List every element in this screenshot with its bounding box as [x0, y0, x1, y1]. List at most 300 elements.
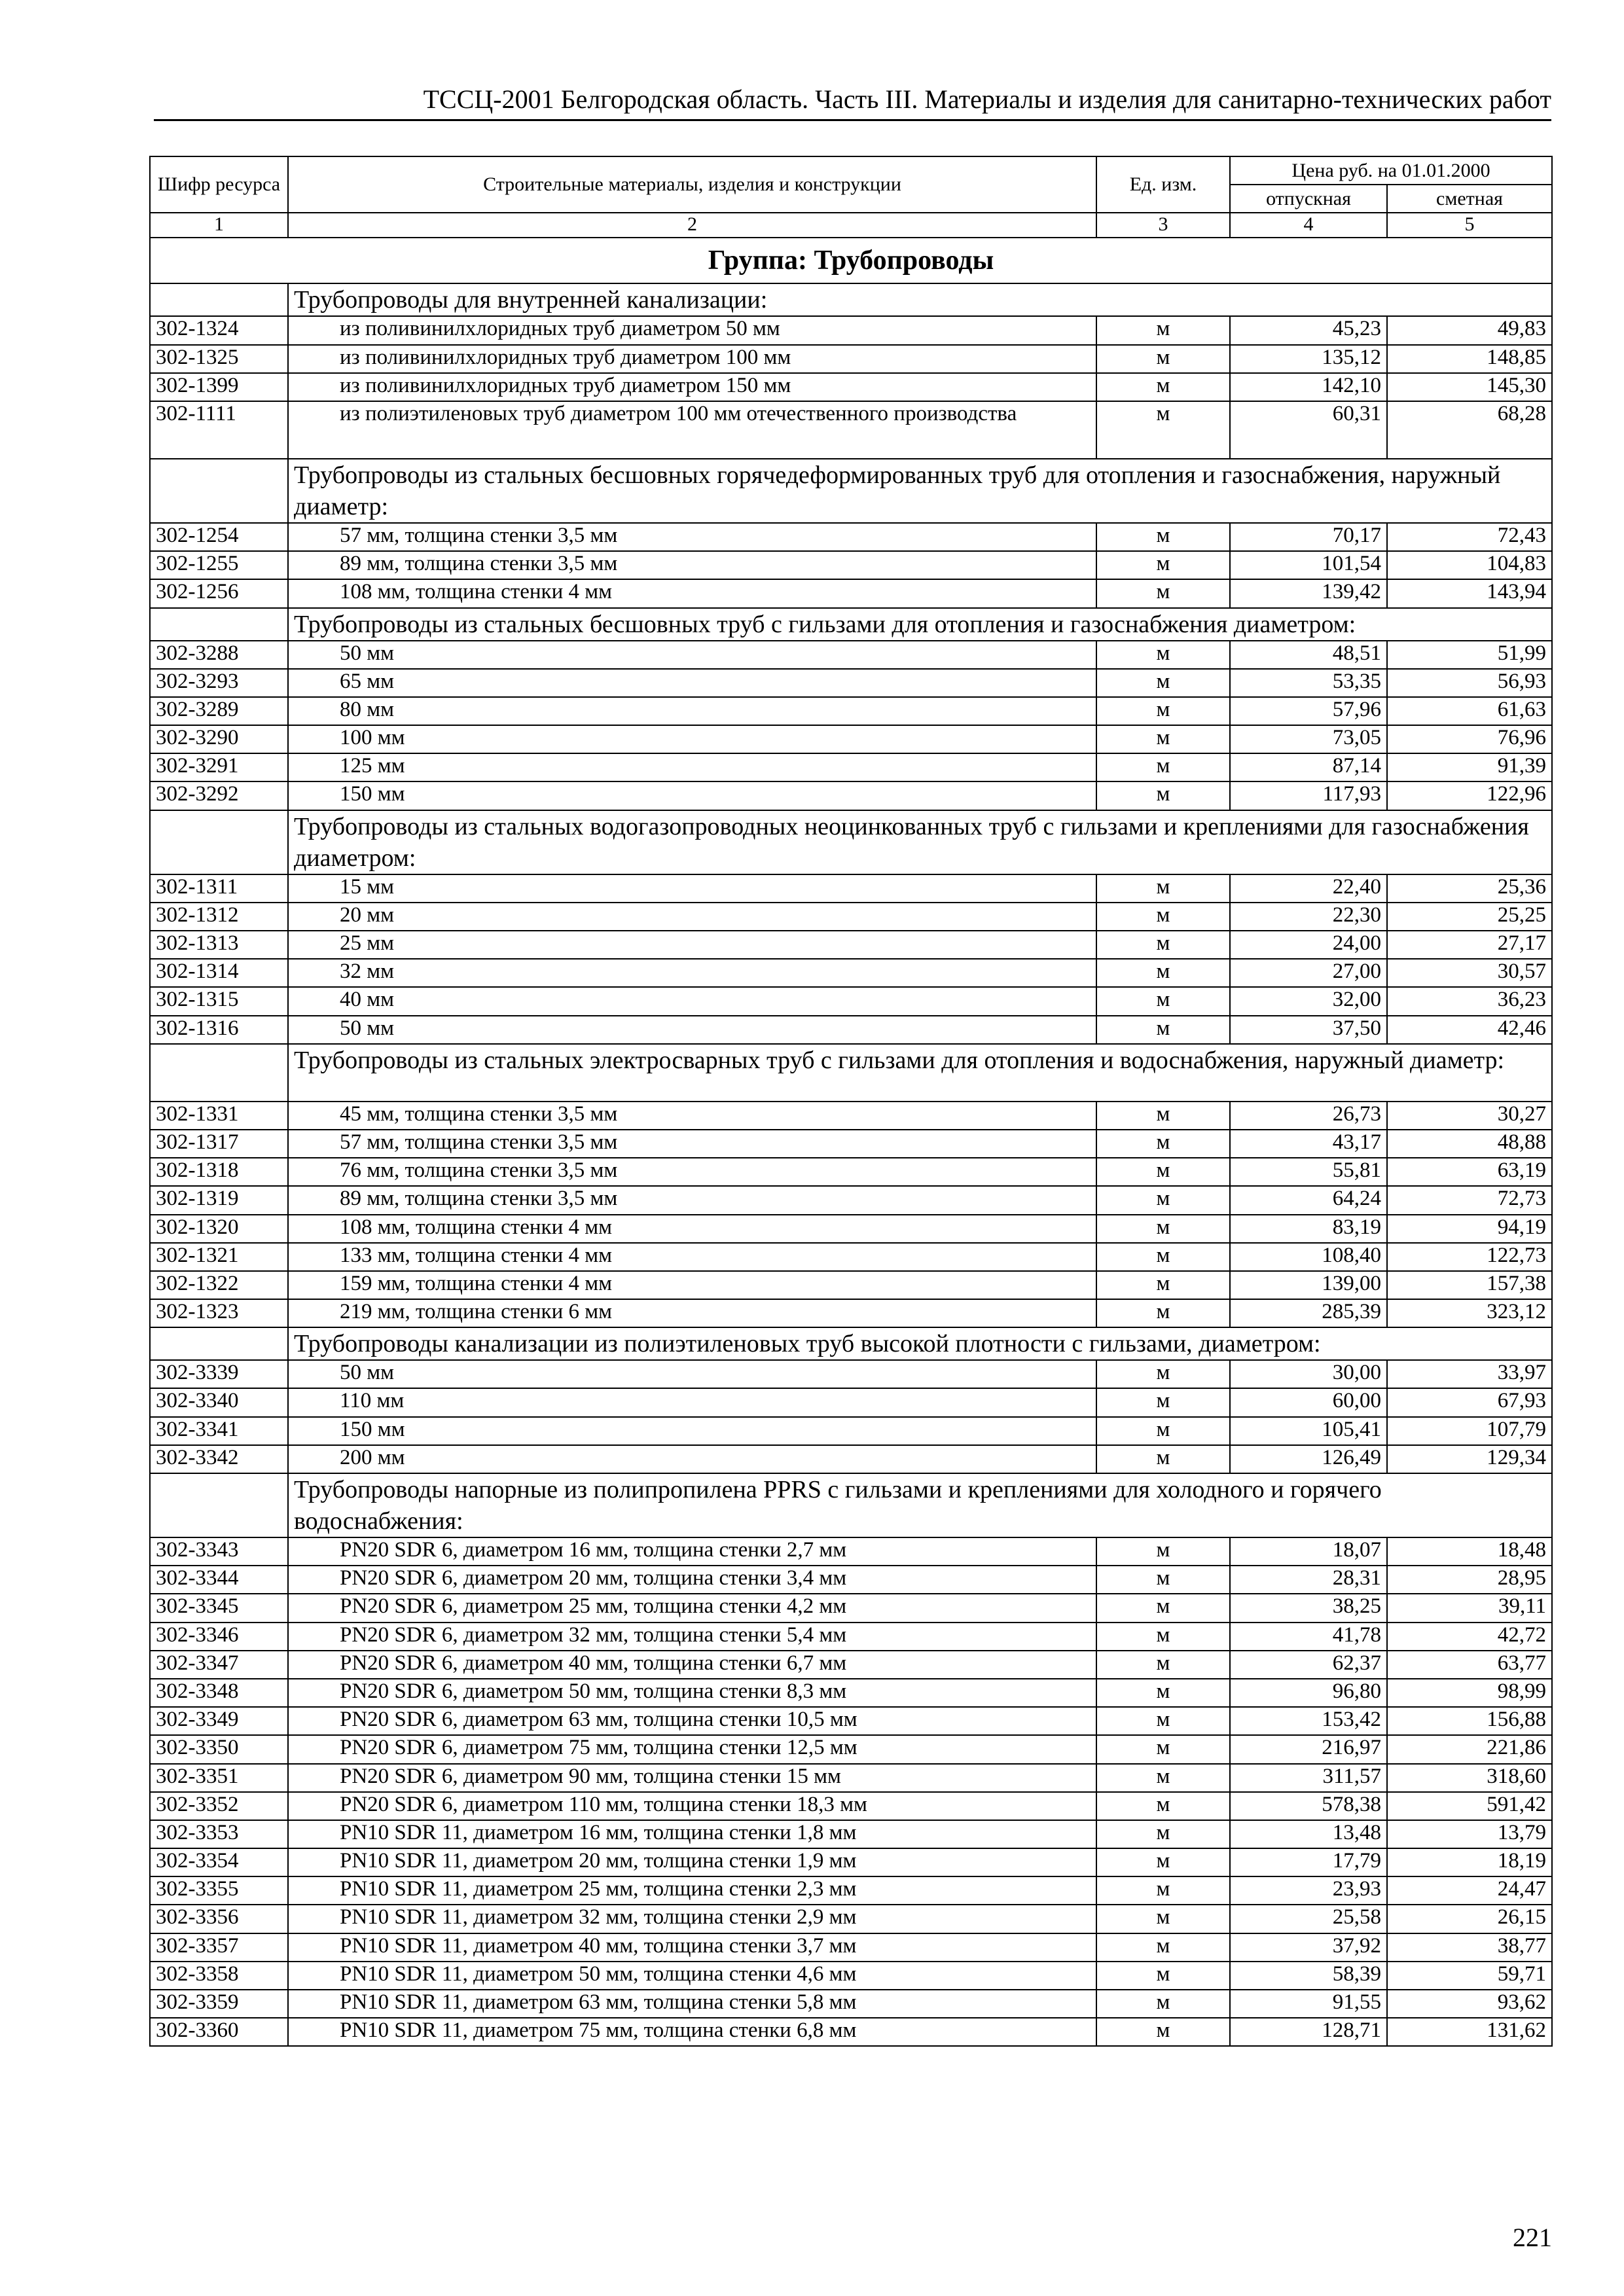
- cell-estimate-price: 156,88: [1387, 1707, 1552, 1735]
- cell-release-price: 101,54: [1230, 551, 1387, 579]
- header-unit: Ед. изм.: [1096, 156, 1230, 213]
- cell-name: PN20 SDR 6, диаметром 40 мм, толщина стенки 6,7 мм: [288, 1651, 1096, 1679]
- section-row: [150, 1044, 1552, 1102]
- table-row: [150, 1388, 1552, 1416]
- table-row: [150, 1876, 1552, 1905]
- cell-code: 302-1321: [150, 1243, 288, 1271]
- cell-estimate-price: 318,60: [1387, 1764, 1552, 1792]
- section-title: Трубопроводы из стальных водогазопроводных неоцинкованных труб с гильзами и креплениями для газоснабжения диаметром:: [288, 810, 1552, 874]
- cell-estimate-price: 30,27: [1387, 1102, 1552, 1130]
- cell-code: 302-3357: [150, 1933, 288, 1962]
- cell-unit: м: [1096, 1566, 1230, 1594]
- cell-code: 302-1320: [150, 1215, 288, 1243]
- cell-release-price: 22,30: [1230, 903, 1387, 931]
- cell-release-price: 26,73: [1230, 1102, 1387, 1130]
- cell-release-price: 13,48: [1230, 1820, 1387, 1848]
- cell-estimate-price: 25,36: [1387, 874, 1552, 903]
- table-row: [150, 1299, 1552, 1327]
- cell-code: 302-1399: [150, 373, 288, 401]
- cell-name: 65 мм: [288, 669, 1096, 697]
- cell-name: PN20 SDR 6, диаметром 75 мм, толщина стенки 12,5 мм: [288, 1735, 1096, 1763]
- cell-name: 15 мм: [288, 874, 1096, 903]
- cell-estimate-price: 72,43: [1387, 523, 1552, 551]
- cell-code: 302-3355: [150, 1876, 288, 1905]
- cell-name: из полиэтиленовых труб диаметром 100 мм отечественного производства: [288, 401, 1096, 459]
- column-number: 5: [1387, 213, 1552, 238]
- cell-code: 302-3293: [150, 669, 288, 697]
- cell-unit: м: [1096, 345, 1230, 373]
- table-row: [150, 1445, 1552, 1473]
- section-code-cell: [150, 1327, 288, 1360]
- cell-release-price: 139,00: [1230, 1271, 1387, 1299]
- cell-code: 302-3340: [150, 1388, 288, 1416]
- cell-code: 302-3348: [150, 1679, 288, 1707]
- cell-estimate-price: 39,11: [1387, 1594, 1552, 1622]
- cell-release-price: 58,39: [1230, 1962, 1387, 1990]
- cell-release-price: 55,81: [1230, 1158, 1387, 1186]
- cell-unit: м: [1096, 1962, 1230, 1990]
- cell-unit: м: [1096, 1848, 1230, 1876]
- cell-name: 50 мм: [288, 641, 1096, 669]
- cell-estimate-price: 122,96: [1387, 781, 1552, 810]
- cell-code: 302-1318: [150, 1158, 288, 1186]
- cell-unit: м: [1096, 551, 1230, 579]
- section-row: [150, 283, 1552, 316]
- table-row: [150, 373, 1552, 401]
- cell-code: 302-3352: [150, 1792, 288, 1820]
- cell-name: 108 мм, толщина стенки 4 мм: [288, 579, 1096, 607]
- cell-unit: м: [1096, 781, 1230, 810]
- header-price: Цена руб. на 01.01.2000: [1230, 156, 1552, 185]
- cell-unit: м: [1096, 1186, 1230, 1214]
- cell-name: PN10 SDR 11, диаметром 50 мм, толщина стенки 4,6 мм: [288, 1962, 1096, 1990]
- section-title: Трубопроводы канализации из полиэтиленовых труб высокой плотности с гильзами, диаметром:: [288, 1327, 1552, 1360]
- header-estimate: сметная: [1387, 185, 1552, 213]
- cell-estimate-price: 59,71: [1387, 1962, 1552, 1990]
- cell-estimate-price: 42,46: [1387, 1016, 1552, 1044]
- cell-name: 125 мм: [288, 753, 1096, 781]
- cell-release-price: 153,42: [1230, 1707, 1387, 1735]
- cell-unit: м: [1096, 1905, 1230, 1933]
- table-row: [150, 1186, 1552, 1214]
- table-row: [150, 1360, 1552, 1388]
- section-title: Трубопроводы из стальных бесшовных горячедеформированных труб для отопления и газоснабжения, наружный диаметр:: [288, 459, 1552, 523]
- cell-unit: м: [1096, 1990, 1230, 2018]
- table-row: [150, 874, 1552, 903]
- cell-unit: м: [1096, 931, 1230, 959]
- cell-estimate-price: 122,73: [1387, 1243, 1552, 1271]
- cell-unit: м: [1096, 1623, 1230, 1651]
- cell-unit: м: [1096, 1299, 1230, 1327]
- cell-name: PN10 SDR 11, диаметром 75 мм, толщина стенки 6,8 мм: [288, 2018, 1096, 2046]
- cell-release-price: 43,17: [1230, 1130, 1387, 1158]
- cell-release-price: 60,00: [1230, 1388, 1387, 1416]
- cell-name: PN10 SDR 11, диаметром 63 мм, толщина стенки 5,8 мм: [288, 1990, 1096, 2018]
- cell-estimate-price: 143,94: [1387, 579, 1552, 607]
- section-title: Трубопроводы для внутренней канализации:: [288, 283, 1552, 316]
- cell-release-price: 87,14: [1230, 753, 1387, 781]
- table-row: [150, 1243, 1552, 1271]
- column-numbers-row: [150, 213, 1552, 238]
- cell-unit: м: [1096, 1594, 1230, 1622]
- price-table: [149, 156, 1553, 2047]
- cell-name: 89 мм, толщина стенки 3,5 мм: [288, 1186, 1096, 1214]
- cell-name: 57 мм, толщина стенки 3,5 мм: [288, 1130, 1096, 1158]
- cell-code: 302-1322: [150, 1271, 288, 1299]
- cell-name: 76 мм, толщина стенки 3,5 мм: [288, 1158, 1096, 1186]
- cell-code: 302-3359: [150, 1990, 288, 2018]
- cell-estimate-price: 28,95: [1387, 1566, 1552, 1594]
- cell-release-price: 48,51: [1230, 641, 1387, 669]
- section-code-cell: [150, 459, 288, 523]
- table-row: [150, 1158, 1552, 1186]
- cell-estimate-price: 68,28: [1387, 401, 1552, 459]
- cell-code: 302-3292: [150, 781, 288, 810]
- cell-estimate-price: 24,47: [1387, 1876, 1552, 1905]
- cell-unit: м: [1096, 1707, 1230, 1735]
- page-number: 221: [1513, 2223, 1552, 2252]
- cell-name: 159 мм, толщина стенки 4 мм: [288, 1271, 1096, 1299]
- cell-unit: м: [1096, 669, 1230, 697]
- cell-code: 302-1312: [150, 903, 288, 931]
- cell-unit: м: [1096, 641, 1230, 669]
- cell-release-price: 105,41: [1230, 1417, 1387, 1445]
- cell-release-price: 117,93: [1230, 781, 1387, 810]
- section-row: [150, 810, 1552, 874]
- cell-estimate-price: 36,23: [1387, 987, 1552, 1015]
- cell-name: 50 мм: [288, 1016, 1096, 1044]
- table-row: [150, 1962, 1552, 1990]
- section-row: [150, 1473, 1552, 1537]
- cell-estimate-price: 25,25: [1387, 903, 1552, 931]
- cell-code: 302-1324: [150, 316, 288, 344]
- cell-name: PN20 SDR 6, диаметром 63 мм, толщина стенки 10,5 мм: [288, 1707, 1096, 1735]
- cell-release-price: 60,31: [1230, 401, 1387, 459]
- cell-release-price: 139,42: [1230, 579, 1387, 607]
- cell-name: 108 мм, толщина стенки 4 мм: [288, 1215, 1096, 1243]
- cell-name: PN20 SDR 6, диаметром 20 мм, толщина стенки 3,4 мм: [288, 1566, 1096, 1594]
- cell-estimate-price: 93,62: [1387, 1990, 1552, 2018]
- cell-unit: м: [1096, 1130, 1230, 1158]
- cell-unit: м: [1096, 1271, 1230, 1299]
- cell-unit: м: [1096, 725, 1230, 753]
- cell-release-price: 38,25: [1230, 1594, 1387, 1622]
- cell-estimate-price: 323,12: [1387, 1299, 1552, 1327]
- table-body: [150, 238, 1552, 2046]
- cell-name: PN20 SDR 6, диаметром 16 мм, толщина стенки 2,7 мм: [288, 1537, 1096, 1566]
- cell-estimate-price: 148,85: [1387, 345, 1552, 373]
- table-row: [150, 2018, 1552, 2046]
- table-row: [150, 1820, 1552, 1848]
- cell-unit: м: [1096, 1764, 1230, 1792]
- cell-estimate-price: 157,38: [1387, 1271, 1552, 1299]
- cell-code: 302-1255: [150, 551, 288, 579]
- cell-code: 302-1331: [150, 1102, 288, 1130]
- cell-name: 50 мм: [288, 1360, 1096, 1388]
- cell-estimate-price: 221,86: [1387, 1735, 1552, 1763]
- cell-release-price: 311,57: [1230, 1764, 1387, 1792]
- cell-estimate-price: 38,77: [1387, 1933, 1552, 1962]
- cell-estimate-price: 104,83: [1387, 551, 1552, 579]
- cell-release-price: 45,23: [1230, 316, 1387, 344]
- cell-unit: м: [1096, 1243, 1230, 1271]
- cell-name: 20 мм: [288, 903, 1096, 931]
- cell-release-price: 17,79: [1230, 1848, 1387, 1876]
- cell-release-price: 62,37: [1230, 1651, 1387, 1679]
- cell-name: PN10 SDR 11, диаметром 32 мм, толщина стенки 2,9 мм: [288, 1905, 1096, 1933]
- cell-code: 302-3354: [150, 1848, 288, 1876]
- cell-estimate-price: 48,88: [1387, 1130, 1552, 1158]
- cell-release-price: 83,19: [1230, 1215, 1387, 1243]
- column-number: 4: [1230, 213, 1387, 238]
- cell-name: из поливинилхлоридных труб диаметром 100 мм: [288, 345, 1096, 373]
- header-release: отпускная: [1230, 185, 1387, 213]
- cell-code: 302-3288: [150, 641, 288, 669]
- cell-name: 32 мм: [288, 959, 1096, 987]
- cell-name: 45 мм, толщина стенки 3,5 мм: [288, 1102, 1096, 1130]
- table-row: [150, 987, 1552, 1015]
- cell-release-price: 24,00: [1230, 931, 1387, 959]
- cell-code: 302-3353: [150, 1820, 288, 1848]
- section-code-cell: [150, 1044, 288, 1102]
- cell-name: 219 мм, толщина стенки 6 мм: [288, 1299, 1096, 1327]
- cell-name: PN20 SDR 6, диаметром 25 мм, толщина стенки 4,2 мм: [288, 1594, 1096, 1622]
- table-row: [150, 1271, 1552, 1299]
- cell-code: 302-3339: [150, 1360, 288, 1388]
- cell-unit: м: [1096, 1792, 1230, 1820]
- cell-release-price: 108,40: [1230, 1243, 1387, 1271]
- cell-name: 25 мм: [288, 931, 1096, 959]
- table-row: [150, 1417, 1552, 1445]
- cell-code: 302-3341: [150, 1417, 288, 1445]
- cell-estimate-price: 61,63: [1387, 697, 1552, 725]
- cell-code: 302-1319: [150, 1186, 288, 1214]
- cell-unit: м: [1096, 987, 1230, 1015]
- table-row: [150, 345, 1552, 373]
- cell-unit: м: [1096, 1651, 1230, 1679]
- cell-unit: м: [1096, 1679, 1230, 1707]
- cell-name: 133 мм, толщина стенки 4 мм: [288, 1243, 1096, 1271]
- cell-unit: м: [1096, 874, 1230, 903]
- table-row: [150, 401, 1552, 459]
- table-row: [150, 1594, 1552, 1622]
- cell-unit: м: [1096, 1360, 1230, 1388]
- cell-estimate-price: 91,39: [1387, 753, 1552, 781]
- cell-release-price: 142,10: [1230, 373, 1387, 401]
- cell-unit: м: [1096, 1735, 1230, 1763]
- cell-unit: м: [1096, 373, 1230, 401]
- cell-estimate-price: 18,48: [1387, 1537, 1552, 1566]
- table-row: [150, 1651, 1552, 1679]
- cell-estimate-price: 107,79: [1387, 1417, 1552, 1445]
- table-row: [150, 1707, 1552, 1735]
- cell-unit: м: [1096, 1537, 1230, 1566]
- header-name: Строительные материалы, изделия и конструкции: [288, 156, 1096, 213]
- cell-unit: м: [1096, 1876, 1230, 1905]
- cell-release-price: 135,12: [1230, 345, 1387, 373]
- table-row: [150, 669, 1552, 697]
- cell-unit: м: [1096, 1933, 1230, 1962]
- cell-release-price: 126,49: [1230, 1445, 1387, 1473]
- cell-name: PN20 SDR 6, диаметром 50 мм, толщина стенки 8,3 мм: [288, 1679, 1096, 1707]
- cell-estimate-price: 63,19: [1387, 1158, 1552, 1186]
- cell-code: 302-3291: [150, 753, 288, 781]
- table-row: [150, 1848, 1552, 1876]
- cell-name: 57 мм, толщина стенки 3,5 мм: [288, 523, 1096, 551]
- cell-name: PN20 SDR 6, диаметром 90 мм, толщина стенки 15 мм: [288, 1764, 1096, 1792]
- table-row: [150, 725, 1552, 753]
- cell-release-price: 578,38: [1230, 1792, 1387, 1820]
- table-row: [150, 551, 1552, 579]
- cell-release-price: 30,00: [1230, 1360, 1387, 1388]
- column-number: 1: [150, 213, 288, 238]
- cell-name: PN10 SDR 11, диаметром 20 мм, толщина стенки 1,9 мм: [288, 1848, 1096, 1876]
- cell-name: из поливинилхлоридных труб диаметром 150 мм: [288, 373, 1096, 401]
- cell-name: 40 мм: [288, 987, 1096, 1015]
- cell-code: 302-3289: [150, 697, 288, 725]
- cell-release-price: 41,78: [1230, 1623, 1387, 1651]
- cell-name: 200 мм: [288, 1445, 1096, 1473]
- cell-unit: м: [1096, 753, 1230, 781]
- cell-unit: м: [1096, 697, 1230, 725]
- cell-release-price: 96,80: [1230, 1679, 1387, 1707]
- page-header: ТССЦ-2001 Белгородская область. Часть III. Материалы и изделия для санитарно-технических работ: [154, 82, 1551, 121]
- table-row: [150, 579, 1552, 607]
- cell-code: 302-1111: [150, 401, 288, 459]
- table-row: [150, 1623, 1552, 1651]
- table-row: [150, 1215, 1552, 1243]
- cell-code: 302-1256: [150, 579, 288, 607]
- table-row: [150, 1792, 1552, 1820]
- cell-name: 150 мм: [288, 1417, 1096, 1445]
- cell-unit: м: [1096, 316, 1230, 344]
- cell-estimate-price: 72,73: [1387, 1186, 1552, 1214]
- section-code-cell: [150, 283, 288, 316]
- cell-estimate-price: 129,34: [1387, 1445, 1552, 1473]
- table-row: [150, 641, 1552, 669]
- cell-unit: м: [1096, 1016, 1230, 1044]
- cell-code: 302-1314: [150, 959, 288, 987]
- cell-code: 302-1315: [150, 987, 288, 1015]
- cell-code: 302-3358: [150, 1962, 288, 1990]
- cell-code: 302-3349: [150, 1707, 288, 1735]
- cell-name: 110 мм: [288, 1388, 1096, 1416]
- group-row: [150, 238, 1552, 283]
- table-row: [150, 1537, 1552, 1566]
- table-row: [150, 1735, 1552, 1763]
- cell-name: 89 мм, толщина стенки 3,5 мм: [288, 551, 1096, 579]
- cell-unit: м: [1096, 1158, 1230, 1186]
- cell-name: из поливинилхлоридных труб диаметром 50 мм: [288, 316, 1096, 344]
- table-row: [150, 697, 1552, 725]
- cell-release-price: 37,92: [1230, 1933, 1387, 1962]
- cell-release-price: 70,17: [1230, 523, 1387, 551]
- cell-code: 302-1254: [150, 523, 288, 551]
- cell-release-price: 18,07: [1230, 1537, 1387, 1566]
- section-row: [150, 1327, 1552, 1360]
- cell-estimate-price: 13,79: [1387, 1820, 1552, 1848]
- table-row: [150, 1764, 1552, 1792]
- section-title: Трубопроводы из стальных бесшовных труб с гильзами для отопления и газоснабжения диаметром:: [288, 608, 1552, 641]
- table-row: [150, 1990, 1552, 2018]
- table-row: [150, 523, 1552, 551]
- cell-release-price: 27,00: [1230, 959, 1387, 987]
- cell-unit: м: [1096, 1215, 1230, 1243]
- cell-unit: м: [1096, 959, 1230, 987]
- cell-code: 302-1316: [150, 1016, 288, 1044]
- cell-code: 302-3360: [150, 2018, 288, 2046]
- cell-code: 302-1317: [150, 1130, 288, 1158]
- cell-estimate-price: 26,15: [1387, 1905, 1552, 1933]
- cell-unit: м: [1096, 903, 1230, 931]
- table-row: [150, 1905, 1552, 1933]
- cell-unit: м: [1096, 2018, 1230, 2046]
- cell-estimate-price: 42,72: [1387, 1623, 1552, 1651]
- cell-release-price: 91,55: [1230, 1990, 1387, 2018]
- cell-code: 302-3345: [150, 1594, 288, 1622]
- section-code-cell: [150, 608, 288, 641]
- cell-name: PN10 SDR 11, диаметром 40 мм, толщина стенки 3,7 мм: [288, 1933, 1096, 1962]
- cell-code: 302-3344: [150, 1566, 288, 1594]
- section-code-cell: [150, 810, 288, 874]
- cell-release-price: 32,00: [1230, 987, 1387, 1015]
- cell-code: 302-3350: [150, 1735, 288, 1763]
- cell-estimate-price: 49,83: [1387, 316, 1552, 344]
- cell-name: 80 мм: [288, 697, 1096, 725]
- cell-code: 302-3290: [150, 725, 288, 753]
- cell-estimate-price: 131,62: [1387, 2018, 1552, 2046]
- cell-release-price: 53,35: [1230, 669, 1387, 697]
- cell-name: PN20 SDR 6, диаметром 32 мм, толщина стенки 5,4 мм: [288, 1623, 1096, 1651]
- cell-name: PN20 SDR 6, диаметром 110 мм, толщина стенки 18,3 мм: [288, 1792, 1096, 1820]
- cell-estimate-price: 145,30: [1387, 373, 1552, 401]
- cell-code: 302-3347: [150, 1651, 288, 1679]
- cell-code: 302-1323: [150, 1299, 288, 1327]
- cell-unit: м: [1096, 401, 1230, 459]
- cell-name: 100 мм: [288, 725, 1096, 753]
- cell-unit: м: [1096, 1820, 1230, 1848]
- table-row: [150, 1566, 1552, 1594]
- cell-name: 150 мм: [288, 781, 1096, 810]
- table-row: [150, 1679, 1552, 1707]
- cell-unit: м: [1096, 1445, 1230, 1473]
- column-number: 2: [288, 213, 1096, 238]
- cell-code: 302-3342: [150, 1445, 288, 1473]
- cell-code: 302-3346: [150, 1623, 288, 1651]
- cell-code: 302-3356: [150, 1905, 288, 1933]
- cell-estimate-price: 63,77: [1387, 1651, 1552, 1679]
- cell-estimate-price: 98,99: [1387, 1679, 1552, 1707]
- cell-release-price: 64,24: [1230, 1186, 1387, 1214]
- cell-estimate-price: 18,19: [1387, 1848, 1552, 1876]
- table-row: [150, 1016, 1552, 1044]
- section-title: Трубопроводы напорные из полипропилена PPRS с гильзами и креплениями для холодного и горячего водоснабжения:: [288, 1473, 1552, 1537]
- cell-code: 302-3351: [150, 1764, 288, 1792]
- cell-release-price: 216,97: [1230, 1735, 1387, 1763]
- cell-estimate-price: 33,97: [1387, 1360, 1552, 1388]
- table-row: [150, 316, 1552, 344]
- cell-estimate-price: 67,93: [1387, 1388, 1552, 1416]
- cell-estimate-price: 27,17: [1387, 931, 1552, 959]
- cell-estimate-price: 94,19: [1387, 1215, 1552, 1243]
- table-row: [150, 1130, 1552, 1158]
- cell-release-price: 22,40: [1230, 874, 1387, 903]
- cell-unit: м: [1096, 579, 1230, 607]
- table-row: [150, 931, 1552, 959]
- cell-unit: м: [1096, 1417, 1230, 1445]
- cell-code: 302-1325: [150, 345, 288, 373]
- cell-unit: м: [1096, 1102, 1230, 1130]
